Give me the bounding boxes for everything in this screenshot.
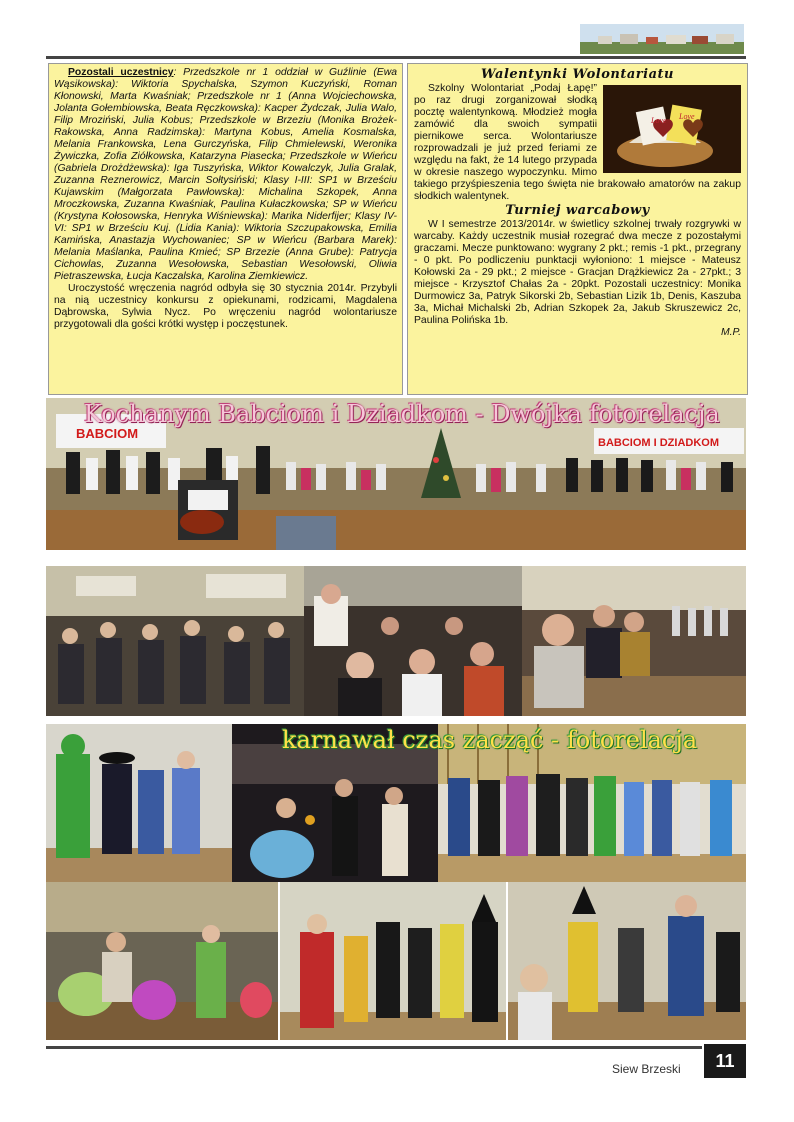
participants-column: [48, 63, 403, 395]
audience-photo-3: [522, 566, 746, 716]
participants-label: Pozostali uczestnicy: [68, 67, 174, 78]
valentines-text: Szkolny Wolontariat „Podaj Łapę!” po raz drugi zorganizował słodką pocztę walentynkową. Młodzież mogła zamówić dla swoich sympatii piernikowe serca. Wolontariusze rozprowadzali je już przed feriami ze względu na fakt, że 14 lutego przypada w okresie naszego wypoczynku. Mimo takiego przyśpieszenia tego święta nie brakowało amatorów na zakup słodkich walentynek.: [414, 83, 741, 202]
valentine-card-text-2: Love: [679, 112, 695, 121]
valentine-photo: [603, 85, 741, 173]
grandparents-banner: Kochanym Babciom i Dziadkom - Dwójka fotorelacja: [84, 400, 720, 428]
footer-rule: [46, 1046, 702, 1049]
valentines-title: Walentynki Wolontariatu: [481, 67, 674, 82]
audience-photo-1: [46, 566, 304, 716]
carnival-photo-6: [508, 882, 746, 1040]
tournament-text: W I semestrze 2013/2014r. w świetlicy szkolnej trwały rozgrywki w warcaby. Każdy uczestnik musiał rozegrać dwa mecze z pozostałymi graczami. Mecze punktowano: wygrany 2 pkt.; remis -1 pkt., przegrany - 0 pkt. Po podliczeniu punktacji wyłoniono: 1 miejsce - Mateusz Kołowski 2a - 29 pkt.; 2 miejsce - Gracjan Drążkiewicz 2a - 27pkt.; 3 miejsce - Krzysztof Chałas 2a - 20pkt. Pozostali uczestnicy: Monika Durmowicz 3a, Patryk Sikorski 2b, Sebastian Lizik 1b, Denis, Kaszuba 3a, Michał Michalski 2b, Adrian Szkopek 2a, Jakub Skruszewicz 2c, Paulina Polińska 1b.: [414, 219, 741, 326]
carnival-photo-1: [46, 724, 232, 882]
participants-paragraph: [54, 67, 397, 283]
sign-babciom: BABCIOM: [76, 426, 139, 441]
header-landscape-thumbnail: [580, 24, 744, 54]
tournament-title: Turniej warcabowy: [505, 203, 650, 218]
header-rule: [46, 56, 746, 59]
article-signature: M.P.: [720, 327, 741, 338]
sign-dziadkom: BABCIOM I DZIADKOM: [598, 437, 719, 449]
participants-list: : Przedszkole nr 1 oddział w Guźlinie (Ewa Wąsikowska): Wiktoria Spychalska, Szymon Kuczyński, Roman Kłonowski, Marta Kwaśniak; Przedszkole nr 1 (Anna Wojciechowska, Jolanta Gołembiowska, Beata Ręczkowska): Kacper Żydczak, Julia Walo, Filip Mroziński, Julia Kobus; Przedszkole w Brzeziu (Monika Brożek-Rakowska, Anna Radzimska): Martyna Kobus, Amelia Kosmalska, Melania Frankowska, Lena Gurczyńska, Filip Chmielewski, Weronika Żywiczka, Zofia Ziółkowska, Katarzyna Piasecka; Przedszkole w Wieńcu (Gabriela Drożdżewska): Iga Tuszyńska, Wiktor Kowalczyk, Julia Gralak, Zuzanna Reznerowicz, Marcin Sołtysiński; Klasy I-III: SP1 w Brześciu Kujawskim (Małgorzata Pawłowska): Michalina Szkopek, Anna Mroczkowska, Zuzanna Kwaśniak, Paulina Kułaczkowska; SP w Wieńcu (Krystyna Kołosowska, Henryka Wiśniewska): Marika Niderfijer; Klasy IV-VI: SP1 w Brześciu Kuj. (Lidia Kania): Wiktoria Szczupakowska, Emilia Kamińska, Anastazja Wychowaniec; SP w Wieńcu (Barbara Marek): Melania Maślanka, Paulina Kmieć; SP Brzezie (Anna Grube): Patrycja Cichowlas, Zuzanna Wesołowska, Sebastian Wesołowski, Oliwia Pietraszewska, Łucja Kaczalska, Karolina Ziemkiewicz.: [54, 67, 397, 282]
news-column: [407, 63, 748, 395]
valentine-card-text-1: Love: [651, 116, 667, 125]
carnival-banner: karnawał czas zacząć - fotorelacja: [282, 726, 698, 754]
audience-photo-2: [304, 566, 522, 716]
carnival-photo-5: [280, 882, 506, 1040]
publication-name: Siew Brzeski: [612, 1062, 681, 1076]
ceremony-paragraph: Uroczystość wręczenia nagród odbyła się 30 stycznia 2014r. Przybyli na nią uczestnicy konkursu z opiekunami, rodzicami, Magdalena Dąbrowska, Sylwia Nycz. Po wręczeniu nagród wolontariusze przygotowali dla gości krótki występ i poczęstunek.: [54, 283, 397, 330]
carnival-photo-4: [46, 882, 278, 1040]
page-number: 11: [704, 1044, 746, 1078]
